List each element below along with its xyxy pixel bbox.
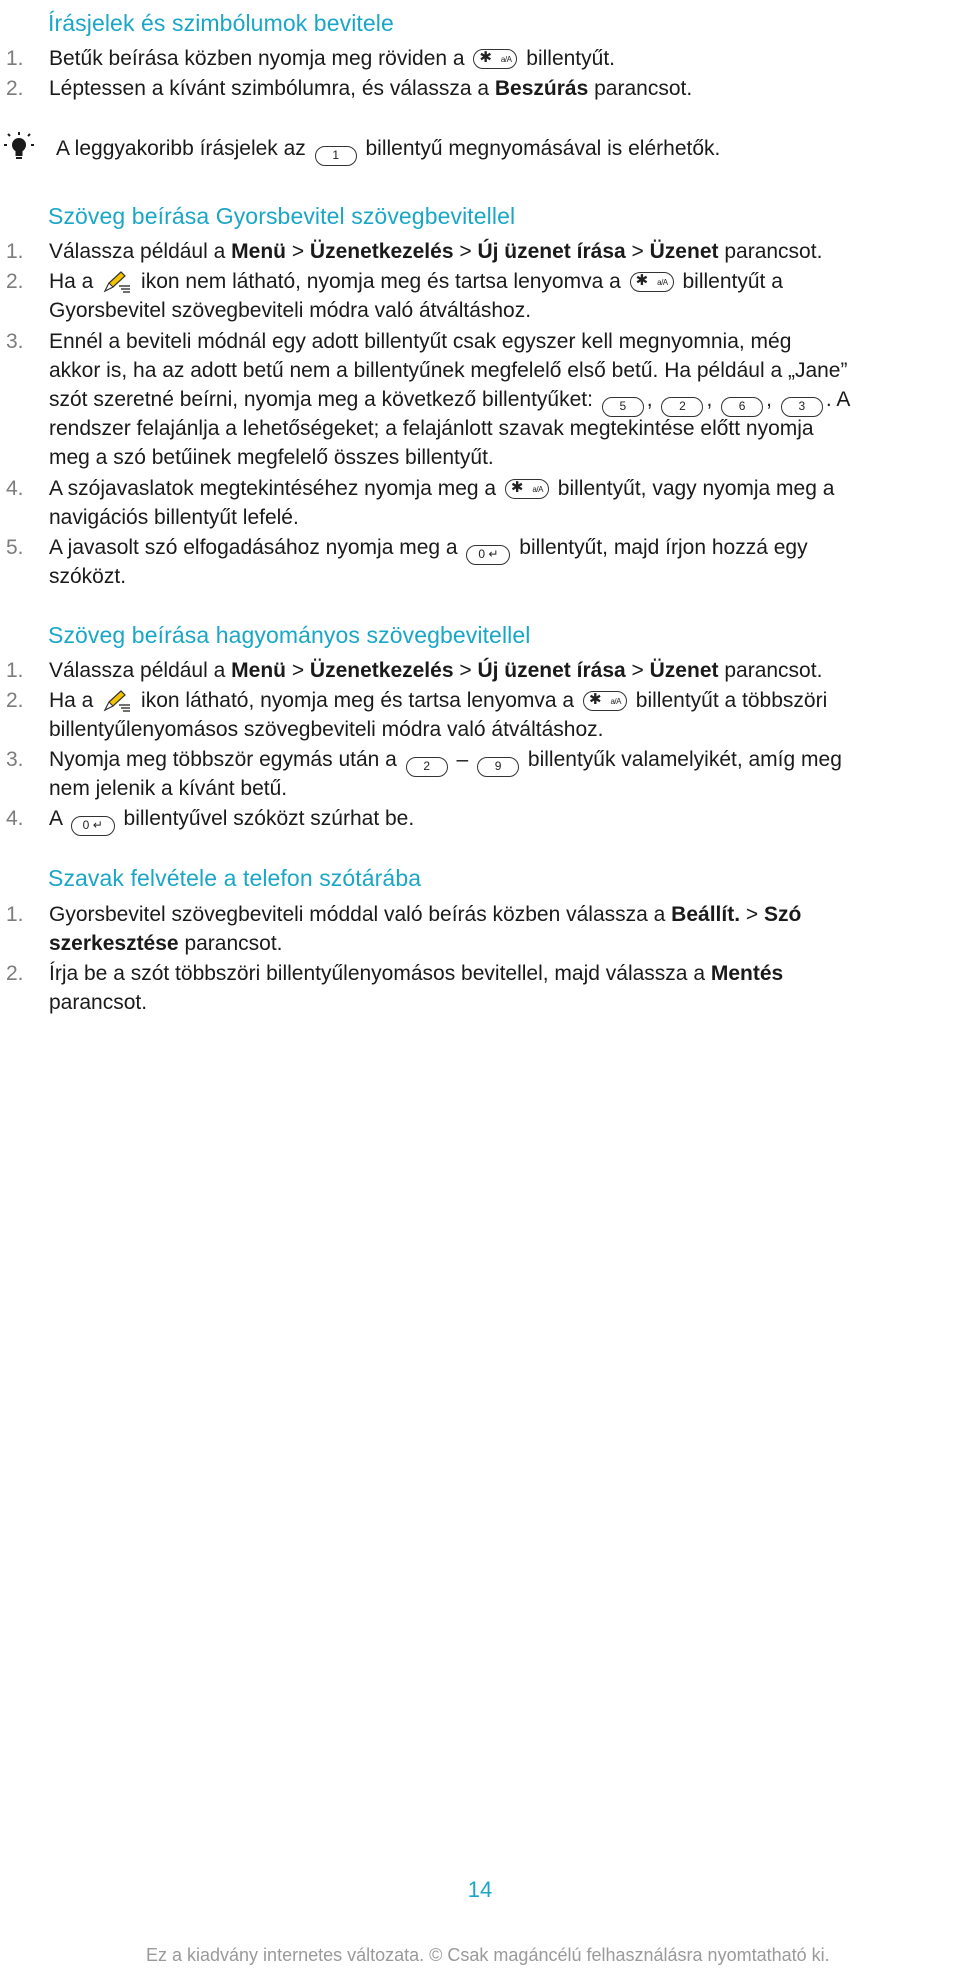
key-2-icon: 2 xyxy=(406,757,448,777)
list-text: Betűk beírása közben nyomja meg röviden a ✱ a/A billentyűt. xyxy=(49,47,615,70)
lightbulb-tip-icon xyxy=(4,132,34,166)
star-key-icon: ✱ a/A xyxy=(630,272,674,292)
section-heading-symbols: Írásjelek és szimbólumok bevitele xyxy=(48,10,394,36)
list-text-continued: Gyorsbevitel szövegbeviteli módra való átváltáshoz. xyxy=(49,299,532,322)
list-number: 2. xyxy=(6,77,24,100)
key-2-icon: 2 xyxy=(661,397,703,417)
key-1-icon: 1 xyxy=(315,146,357,166)
list-number: 3. xyxy=(6,748,24,771)
list-number: 2. xyxy=(6,962,24,985)
list-number: 4. xyxy=(6,807,24,830)
list-number: 3. xyxy=(6,330,24,353)
tip-text: A leggyakoribb írásjelek az 1 billentyű megnyomásával is elérhetők. xyxy=(56,134,720,166)
list-number: 1. xyxy=(6,903,24,926)
key-3-icon: 3 xyxy=(781,397,823,417)
key-5-icon: 5 xyxy=(602,397,644,417)
star-key-icon: ✱ a/A xyxy=(583,691,627,711)
star-key-icon: ✱ a/A xyxy=(473,49,517,69)
list-number: 1. xyxy=(6,659,24,682)
key-0-icon: 0 ↵ xyxy=(466,545,510,565)
section-heading-multitap: Szöveg beírása hagyományos szövegbevitellel xyxy=(48,622,531,648)
list-number: 4. xyxy=(6,477,24,500)
list-text: Ha a ikon nem látható, nyomja meg és tartsa lenyomva a ✱ a/A billentyűt a xyxy=(49,270,783,293)
key-9-icon: 9 xyxy=(477,757,519,777)
key-0-icon: 0 ↵ xyxy=(71,816,115,836)
manual-page: Írásjelek és szimbólumok bevitele 1. Betűk beírása közben nyomja meg röviden a ✱ a/A billentyűt. 2. Léptessen a kívánt szimbólumra, és válassza a Beszúrás parancsot. A leggyakoribb írásjelek az 1 billentyű megnyomásával is elérhetők. Szöveg beírása Gyorsbevitel szövegbevitellel 1. Válassza például a Menü > Üzenetkezelés > Új üzenet írása > Üzenet parancsot. 2. Ha a ikon nem látható, nyomja meg és tartsa lenyomva a ✱ a/A billentyűt a Gyorsbevitel szövegbeviteli módra való átváltáshoz. 3. Ennél a beviteli módnál egy adott billentyűt csak egyszer kell megnyomnia, még akkor is, ha az adott betű nem a billentyűnek megfelelő első betű. Ha például a „Jane” szót szeretné beírni, nyomja meg a következő billentyűket: 5 , 2 , 6 , 3 . A rendszer felajánlja a lehetőségeket; a felajánlott szavak megtekintése előtt nyomja meg a szó betűinek megfelelő összes billentyűt. 4. A szójavaslatok megtekintéséhez nyomja meg a ✱ a/A billentyűt, vagy nyomja meg a navigációs billentyűt lefelé. 5. A javasolt szó elfogadásához nyomja meg a 0 ↵ billentyűt, majd írjon hozzá egy szóközt. Szöveg beírása hagyományos szövegbevitellel 1. Válassza például a Menü > Üzenetkezelés > Új üzenet írása > Üzenet parancsot. 2. Ha a ikon látható, nyomja meg és tartsa lenyomva a ✱ a/A billentyűt a többszöri billentyűlenyomásos szövegbeviteli módra való átváltáshoz. 3. Nyomja meg többször egymás után a 2 – 9 billentyűk valamelyikét, amíg meg nem jelenik a kívánt betű. 4. A 0 ↵ billentyűvel szóközt szúrhat be. Szavak felvétele a telefon szótárába 1. Gyorsbevitel szövegbeviteli móddal való beírás közben válassza a Beállít. > Szó szerkesztése parancsot. 2. Írja be a szót többszöri billentyűlenyomásos bevitellel, majd válassza a Mentés parancsot. 14 Ez a kiadvány internetes változata. © Csak magáncélú felhasználásra nyomtatható ki. xyxy=(0,0,960,1975)
star-key-icon: ✱ a/A xyxy=(505,479,549,499)
list-text: Válassza például a Menü > Üzenetkezelés > Új üzenet írása > Üzenet parancsot. xyxy=(49,240,823,263)
list-number: 1. xyxy=(6,240,24,263)
list-number: 2. xyxy=(6,689,24,712)
text-input-mode-icon xyxy=(102,689,132,713)
footer-note: Ez a kiadvány internetes változata. © Csak magáncélú felhasználásra nyomtatható ki. xyxy=(146,1945,830,1965)
page-number: 14 xyxy=(467,1877,493,1902)
list-text: Léptessen a kívánt szimbólumra, és válassza a Beszúrás parancsot. xyxy=(49,77,693,100)
list-number: 1. xyxy=(6,47,24,70)
key-6-icon: 6 xyxy=(721,397,763,417)
section-heading-predictive: Szöveg beírása Gyorsbevitel szövegbevitellel xyxy=(48,203,516,229)
text-input-mode-icon xyxy=(102,270,132,294)
list-number: 2. xyxy=(6,270,24,293)
section-heading-dictionary: Szavak felvétele a telefon szótárába xyxy=(48,865,422,891)
list-number: 5. xyxy=(6,536,24,559)
